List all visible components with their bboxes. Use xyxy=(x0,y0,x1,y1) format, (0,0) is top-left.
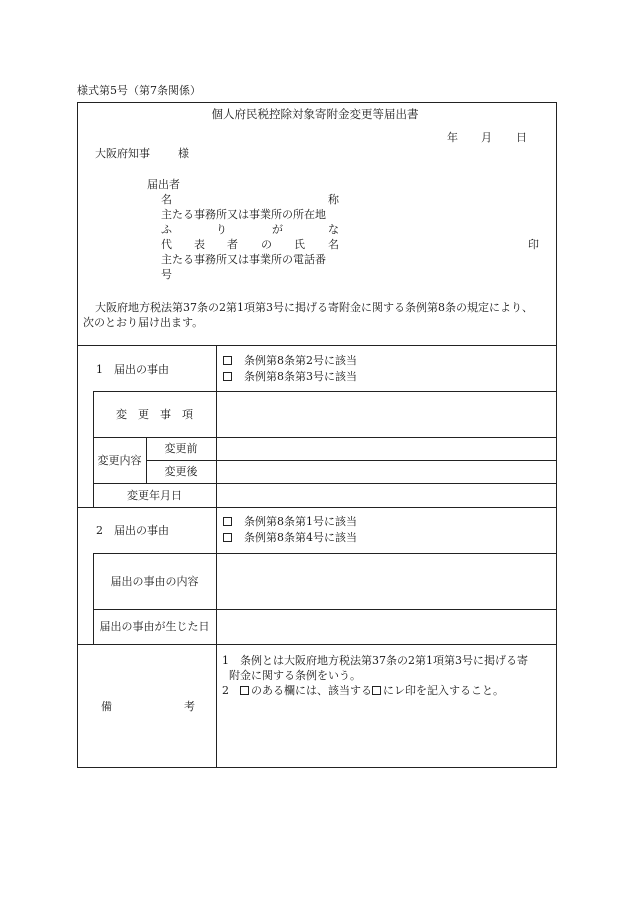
change-content-label: 変更内容 xyxy=(97,453,142,467)
applicant-phone-label-2: 号 xyxy=(161,268,172,281)
date-month: 月 xyxy=(481,131,492,144)
rep-4: の xyxy=(261,238,272,251)
after-value[interactable] xyxy=(216,460,557,483)
section2-option-2[interactable] xyxy=(223,532,357,543)
applicant-address-label: 主たる事務所又は事業所の所在地 xyxy=(161,208,326,221)
statement-line-2: 次のとおり届け出ます。 xyxy=(83,316,204,329)
checkbox-icon[interactable] xyxy=(223,372,232,381)
addressee-name: 大阪府知事 xyxy=(95,147,150,160)
after-label: 変更後 xyxy=(164,465,198,478)
change-item-label: 変 更 事 項 xyxy=(116,407,193,421)
section1-reason-label: 1 届出の事由 xyxy=(96,363,169,376)
checkbox-icon xyxy=(372,686,381,695)
applicant-name-label-2: 称 xyxy=(328,193,339,206)
addressee-honorific: 様 xyxy=(178,147,189,160)
remark-2 xyxy=(222,685,504,696)
furigana-4: な xyxy=(328,223,339,236)
remark-2-suffix: にレ印を記入すること。 xyxy=(383,684,504,697)
applicant-phone-label-1: 主たる事務所又は事業所の電話番 xyxy=(161,253,326,266)
section2-option-1[interactable] xyxy=(223,516,357,527)
furigana-2: り xyxy=(216,223,227,236)
remark-2-prefix: 2 xyxy=(222,684,240,697)
rep-5: 氏 xyxy=(294,238,305,251)
change-date-value[interactable] xyxy=(216,483,557,507)
divider-header-bottom xyxy=(77,345,557,346)
reason-content-value[interactable] xyxy=(216,553,557,609)
section1-option-1-label: 条例第8条第2号に該当 xyxy=(244,354,357,367)
rep-1: 代 xyxy=(161,238,172,251)
checkbox-icon xyxy=(240,686,249,695)
remark-2-mid: のある欄には、該当する xyxy=(251,684,372,697)
before-value[interactable] xyxy=(216,437,557,460)
remark-1-line-2: 附金に関する条例をいう。 xyxy=(229,669,361,682)
remarks-label-1: 備 xyxy=(101,700,112,713)
section1-option-2[interactable] xyxy=(223,371,357,382)
section1-option-2-label: 条例第8条第3号に該当 xyxy=(244,370,357,383)
divider-section1-bottom xyxy=(77,507,557,508)
checkbox-icon[interactable] xyxy=(223,356,232,365)
reason-date-value[interactable] xyxy=(216,609,557,644)
statement-line-1: 大阪府地方税法第37条の2第1項第3号に掲げる寄附金に関する条例第8条の規定により、 xyxy=(95,301,533,314)
furigana-3: が xyxy=(272,223,283,236)
checkbox-icon[interactable] xyxy=(223,517,232,526)
remarks-label-2: 考 xyxy=(184,700,195,713)
form-number: 様式第5号（第7条関係） xyxy=(77,84,201,97)
reason-date-label: 届出の事由が生じた日 xyxy=(99,620,210,633)
section2-option-2-label: 条例第8条第4号に該当 xyxy=(244,531,357,544)
change-date-label: 変更年月日 xyxy=(127,488,182,502)
rep-3: 者 xyxy=(227,238,238,251)
section2-reason-label: 2 届出の事由 xyxy=(96,524,169,537)
section1-option-1[interactable] xyxy=(223,355,357,366)
date-day: 日 xyxy=(516,131,527,144)
change-item-value[interactable] xyxy=(216,391,557,437)
rep-6: 名 xyxy=(328,238,339,251)
applicant-heading: 届出者 xyxy=(147,178,180,191)
section2-option-1-label: 条例第8条第1号に該当 xyxy=(244,515,357,528)
form-title: 個人府民税控除対象寄附金変更等届出書 xyxy=(211,107,419,121)
furigana-1: ふ xyxy=(161,223,172,236)
before-label: 変更前 xyxy=(164,442,198,455)
rep-2: 表 xyxy=(194,238,205,251)
seal-mark: 印 xyxy=(528,238,539,251)
remark-1-line-1: 1 条例とは大阪府地方税法第37条の2第1項第3号に掲げる寄 xyxy=(222,654,528,667)
date-year: 年 xyxy=(447,131,458,144)
checkbox-icon[interactable] xyxy=(223,533,232,542)
divider-section2-bottom xyxy=(77,644,557,645)
applicant-name-label-1: 名 xyxy=(161,193,172,206)
reason-content-label: 届出の事由の内容 xyxy=(110,574,199,588)
